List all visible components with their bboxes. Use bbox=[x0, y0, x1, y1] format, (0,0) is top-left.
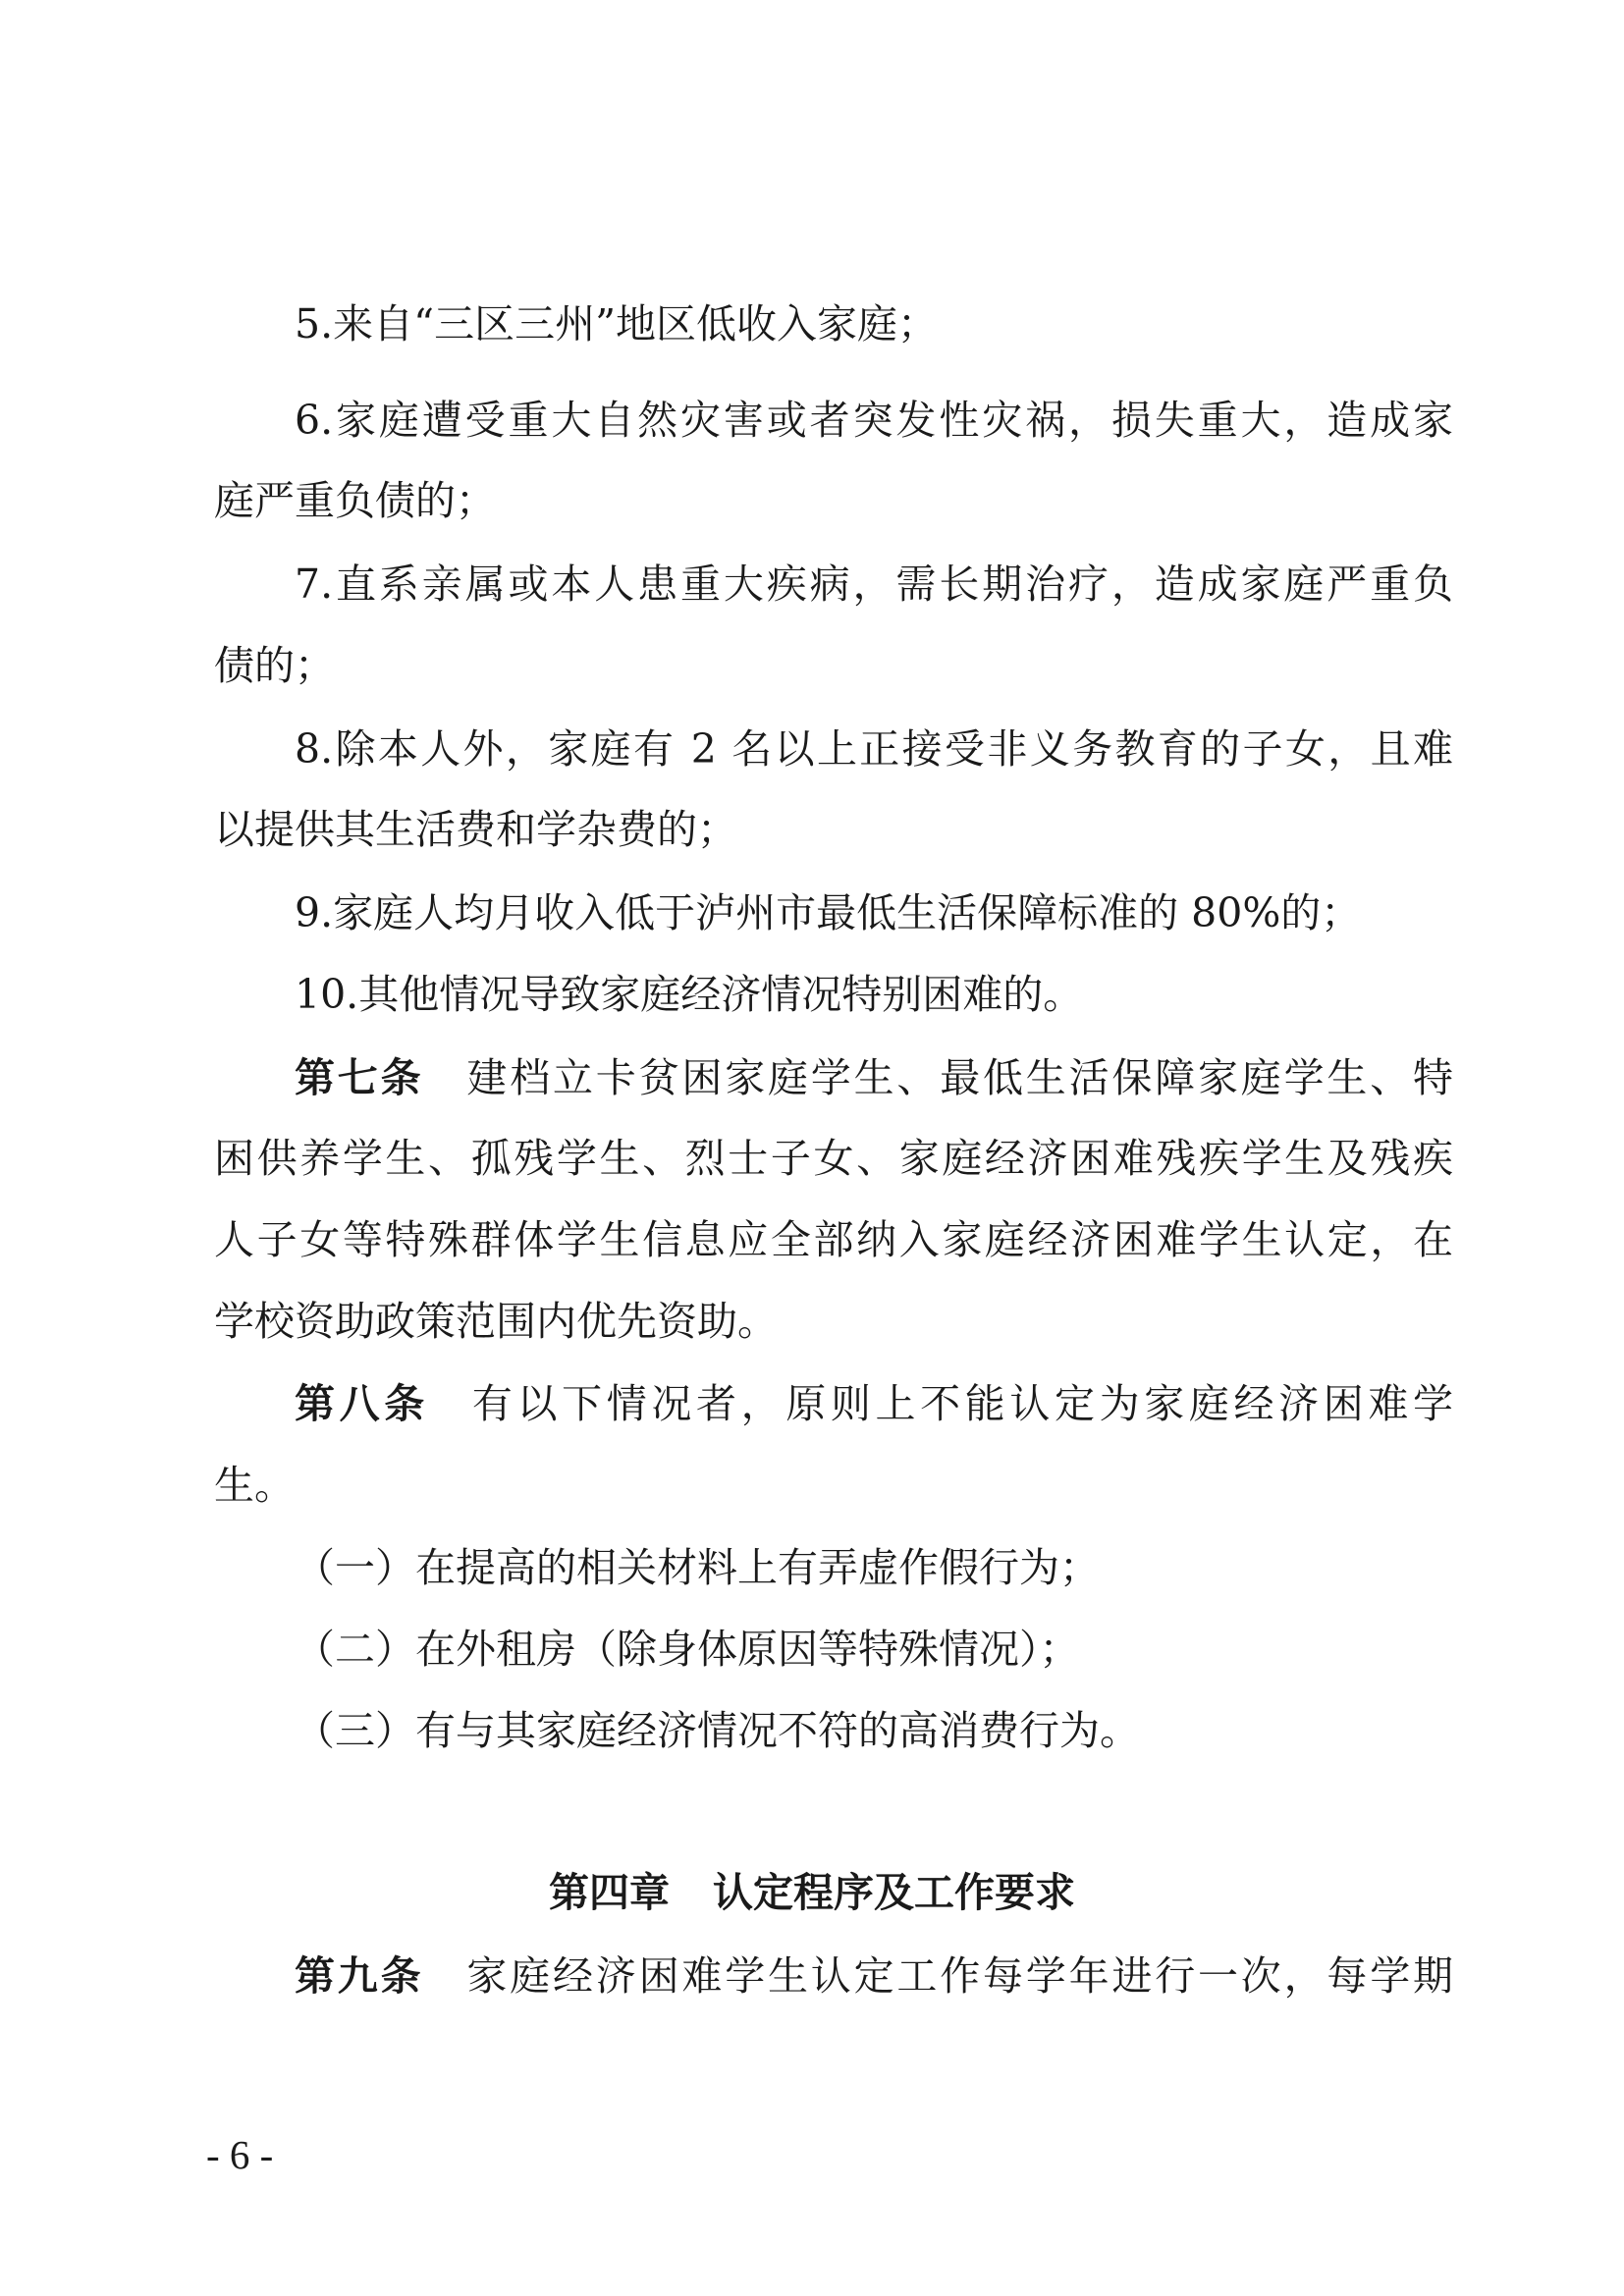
article-8-line-2: 生。 bbox=[214, 1462, 295, 1509]
item-7-line-1: 7.直系亲属或本人患重大疾病，需长期治疗，造成家庭严重负 bbox=[295, 561, 1453, 608]
chapter-heading bbox=[0, 1863, 1624, 1922]
article-7-line-4: 学校资助政策范围内优先资助。 bbox=[214, 1298, 778, 1345]
article-8-item-2: （二）在外租房（除身体原因等特殊情况）； bbox=[295, 1626, 1080, 1673]
article-9-text: 家庭经济困难学生认定工作每学年进行一次，每学期 bbox=[466, 1952, 1454, 2000]
article-7-line-2: 困供养学生、孤残学生、烈士子女、家庭经济困难残疾学生及残疾 bbox=[214, 1135, 1453, 1182]
article-7-heading: 第七条 bbox=[295, 1054, 424, 1101]
item-8-line-2: 以提供其生活费和学杂费的； bbox=[214, 806, 737, 853]
article-8-item-1: （一）在提高的相关材料上有弄虚作假行为； bbox=[295, 1544, 1100, 1591]
chapter-title: 认定程序及工作要求 bbox=[713, 1869, 1075, 1916]
article-9-line-1 bbox=[295, 1947, 1453, 2005]
item-6-line-1: 6.家庭遭受重大自然灾害或者突发性灾祸，损失重大，造成家 bbox=[295, 397, 1453, 444]
article-7-line-3: 人子女等特殊群体学生信息应全部纳入家庭经济困难学生认定，在 bbox=[214, 1216, 1453, 1263]
article-7-line-1 bbox=[295, 1048, 1453, 1107]
article-7-text: 建档立卡贫困家庭学生、最低生活保障家庭学生、特 bbox=[466, 1054, 1454, 1101]
item-10: 10.其他情况导致家庭经济情况特别困难的。 bbox=[295, 971, 1084, 1018]
item-7-line-2: 债的； bbox=[214, 642, 335, 689]
chapter-number: 第四章 bbox=[549, 1869, 670, 1916]
article-8-item-3: （三）有与其家庭经济情况不符的高消费行为。 bbox=[295, 1707, 1140, 1754]
item-6-line-2: 庭严重负债的； bbox=[214, 477, 496, 524]
article-9-heading: 第九条 bbox=[295, 1952, 424, 2000]
article-8-heading: 第八条 bbox=[295, 1380, 429, 1427]
page-number: - 6 - bbox=[206, 2132, 274, 2177]
item-8-line-1: 8.除本人外，家庭有 2 名以上正接受非义务教育的子女，且难 bbox=[295, 725, 1453, 773]
item-5: 5.来自“三区三州”地区低收入家庭； bbox=[295, 300, 939, 347]
article-8-text: 有以下情况者，原则上不能认定为家庭经济困难学 bbox=[471, 1380, 1453, 1427]
article-8-line-1 bbox=[295, 1374, 1453, 1433]
item-9: 9.家庭人均月收入低于泸州市最低生活保障标准的 80%的； bbox=[295, 889, 1362, 936]
